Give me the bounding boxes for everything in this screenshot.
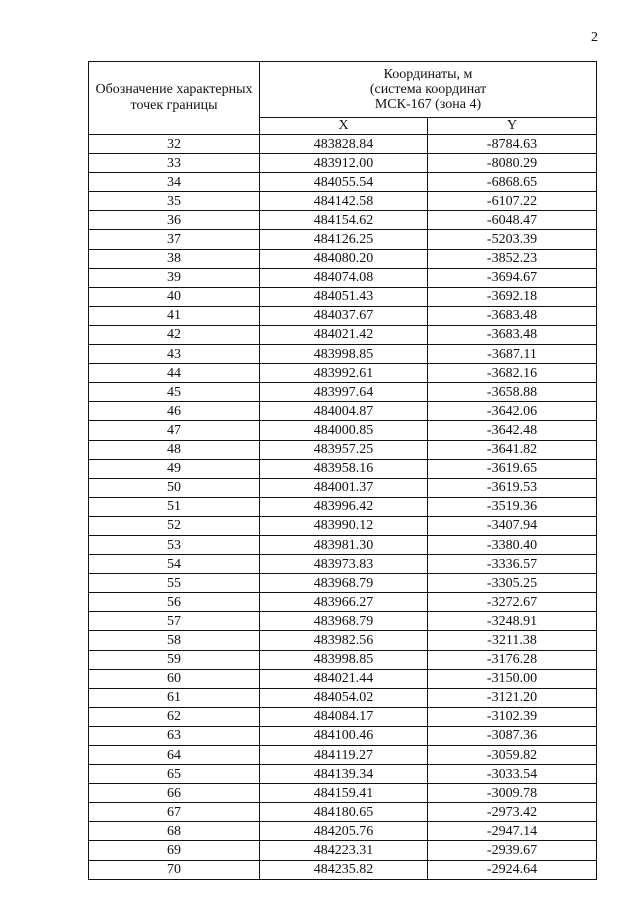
y-coordinate-cell: -3305.25 <box>428 574 597 593</box>
x-coordinate-cell: 483996.42 <box>260 497 428 516</box>
x-coordinate-cell: 483982.56 <box>260 631 428 650</box>
point-id-cell: 42 <box>89 325 260 344</box>
x-coordinate-cell: 483973.83 <box>260 555 428 574</box>
y-coordinate-cell: -3658.88 <box>428 383 597 402</box>
x-coordinate-cell: 484084.17 <box>260 707 428 726</box>
table-row <box>89 230 597 249</box>
y-coordinate-cell: -3619.65 <box>428 459 597 478</box>
boundary-coordinates-table <box>88 61 597 880</box>
x-coordinate-cell: 484021.42 <box>260 325 428 344</box>
x-coordinate-cell: 483998.85 <box>260 650 428 669</box>
point-id-cell: 70 <box>89 860 260 879</box>
table-row <box>89 421 597 440</box>
y-coordinate-cell: -3642.48 <box>428 421 597 440</box>
y-coordinate-cell: -3687.11 <box>428 345 597 364</box>
header-row <box>89 62 597 118</box>
point-id-cell: 43 <box>89 345 260 364</box>
point-id-cell: 47 <box>89 421 260 440</box>
table-row <box>89 383 597 402</box>
y-coordinate-cell: -2939.67 <box>428 841 597 860</box>
y-coordinate-cell: -6868.65 <box>428 173 597 192</box>
x-coordinate-cell: 483968.79 <box>260 574 428 593</box>
coordinates-header-line3: МСК-167 (зона 4) <box>374 96 482 112</box>
point-id-cell: 51 <box>89 497 260 516</box>
page-number: 2 <box>591 30 598 45</box>
y-coordinate-cell: -5203.39 <box>428 230 597 249</box>
x-coordinate-cell: 483992.61 <box>260 364 428 383</box>
y-coordinate-cell: -8080.29 <box>428 154 597 173</box>
table-row <box>89 497 597 516</box>
point-id-cell: 45 <box>89 383 260 402</box>
y-coordinate-cell: -3407.94 <box>428 516 597 535</box>
x-coordinate-cell: 484119.27 <box>260 746 428 765</box>
y-coordinate-cell: -2973.42 <box>428 803 597 822</box>
table-row <box>89 211 597 230</box>
coordinates-header <box>260 62 597 118</box>
y-coordinate-cell: -6107.22 <box>428 192 597 211</box>
y-coordinate-cell: -3519.36 <box>428 497 597 516</box>
point-id-cell: 66 <box>89 784 260 803</box>
point-id-cell: 50 <box>89 478 260 497</box>
point-id-cell: 65 <box>89 765 260 784</box>
table-row <box>89 841 597 860</box>
x-coordinate-cell: 484235.82 <box>260 860 428 879</box>
point-id-cell: 52 <box>89 516 260 535</box>
table-row <box>89 803 597 822</box>
point-id-cell: 37 <box>89 230 260 249</box>
y-coordinate-cell: -3033.54 <box>428 765 597 784</box>
y-coordinate-cell: -3692.18 <box>428 287 597 306</box>
x-coordinate-cell: 484055.54 <box>260 173 428 192</box>
point-id-cell: 33 <box>89 154 260 173</box>
point-id-cell: 44 <box>89 364 260 383</box>
coordinates-header-line2: (система координат <box>369 81 487 97</box>
x-coordinate-cell: 484154.62 <box>260 211 428 230</box>
point-id-cell: 35 <box>89 192 260 211</box>
table-row <box>89 192 597 211</box>
y-coordinate-cell: -3852.23 <box>428 249 597 268</box>
x-coordinate-cell: 484000.85 <box>260 421 428 440</box>
table-row <box>89 555 597 574</box>
x-column-header: X <box>260 117 428 134</box>
x-coordinate-cell: 483998.85 <box>260 345 428 364</box>
y-coordinate-cell: -3682.16 <box>428 364 597 383</box>
point-id-cell: 61 <box>89 688 260 707</box>
table-row <box>89 135 597 154</box>
table-row <box>89 345 597 364</box>
table-row <box>89 707 597 726</box>
y-coordinate-cell: -3683.48 <box>428 325 597 344</box>
x-coordinate-cell: 483997.64 <box>260 383 428 402</box>
y-coordinate-cell: -6048.47 <box>428 211 597 230</box>
x-coordinate-cell: 484080.20 <box>260 249 428 268</box>
x-coordinate-cell: 484074.08 <box>260 268 428 287</box>
point-id-cell: 48 <box>89 440 260 459</box>
point-id-cell: 64 <box>89 746 260 765</box>
x-coordinate-cell: 484037.67 <box>260 306 428 325</box>
point-id-cell: 55 <box>89 574 260 593</box>
x-coordinate-cell: 483981.30 <box>260 535 428 554</box>
x-coordinate-cell: 484100.46 <box>260 726 428 745</box>
point-id-cell: 60 <box>89 669 260 688</box>
y-coordinate-cell: -3211.38 <box>428 631 597 650</box>
table-row <box>89 306 597 325</box>
table-row <box>89 746 597 765</box>
table-row <box>89 765 597 784</box>
table-row <box>89 784 597 803</box>
table-row <box>89 574 597 593</box>
table-row <box>89 440 597 459</box>
table-row <box>89 593 597 612</box>
point-id-cell: 32 <box>89 135 260 154</box>
point-id-cell: 38 <box>89 249 260 268</box>
table-row <box>89 154 597 173</box>
table-row <box>89 364 597 383</box>
x-coordinate-cell: 484180.65 <box>260 803 428 822</box>
table-row <box>89 726 597 745</box>
table-row <box>89 535 597 554</box>
point-id-cell: 39 <box>89 268 260 287</box>
y-coordinate-cell: -3121.20 <box>428 688 597 707</box>
table-row <box>89 822 597 841</box>
y-coordinate-cell: -3009.78 <box>428 784 597 803</box>
x-coordinate-cell: 483966.27 <box>260 593 428 612</box>
x-coordinate-cell: 484021.44 <box>260 669 428 688</box>
x-coordinate-cell: 483828.84 <box>260 135 428 154</box>
x-coordinate-cell: 484054.02 <box>260 688 428 707</box>
point-id-cell: 54 <box>89 555 260 574</box>
y-coordinate-cell: -3336.57 <box>428 555 597 574</box>
x-coordinate-cell: 484004.87 <box>260 402 428 421</box>
point-id-cell: 36 <box>89 211 260 230</box>
y-coordinate-cell: -2947.14 <box>428 822 597 841</box>
table-row <box>89 516 597 535</box>
point-id-cell: 56 <box>89 593 260 612</box>
point-id-cell: 62 <box>89 707 260 726</box>
y-coordinate-cell: -2924.64 <box>428 860 597 879</box>
table-header <box>89 62 597 135</box>
coordinates-header-line1: Координаты, м <box>383 66 473 82</box>
table-row <box>89 249 597 268</box>
point-id-cell: 46 <box>89 402 260 421</box>
point-id-cell: 53 <box>89 535 260 554</box>
y-coordinate-cell: -3619.53 <box>428 478 597 497</box>
x-coordinate-cell: 483912.00 <box>260 154 428 173</box>
table-row <box>89 173 597 192</box>
x-coordinate-cell: 484126.25 <box>260 230 428 249</box>
y-coordinate-cell: -3641.82 <box>428 440 597 459</box>
point-id-cell: 69 <box>89 841 260 860</box>
y-coordinate-cell: -3102.39 <box>428 707 597 726</box>
table-row <box>89 669 597 688</box>
table-row <box>89 612 597 631</box>
y-coordinate-cell: -3272.67 <box>428 593 597 612</box>
y-column-header: Y <box>428 117 597 134</box>
y-coordinate-cell: -3380.40 <box>428 535 597 554</box>
x-coordinate-cell: 484142.58 <box>260 192 428 211</box>
point-id-cell: 59 <box>89 650 260 669</box>
x-coordinate-cell: 483990.12 <box>260 516 428 535</box>
table-row <box>89 287 597 306</box>
x-coordinate-cell: 483957.25 <box>260 440 428 459</box>
y-coordinate-cell: -3087.36 <box>428 726 597 745</box>
point-id-cell: 41 <box>89 306 260 325</box>
y-coordinate-cell: -3059.82 <box>428 746 597 765</box>
table-row <box>89 860 597 879</box>
x-coordinate-cell: 483958.16 <box>260 459 428 478</box>
point-id-cell: 57 <box>89 612 260 631</box>
x-coordinate-cell: 484139.34 <box>260 765 428 784</box>
table-row <box>89 650 597 669</box>
y-coordinate-cell: -3176.28 <box>428 650 597 669</box>
y-coordinate-cell: -8784.63 <box>428 135 597 154</box>
table-row <box>89 268 597 287</box>
point-id-cell: 63 <box>89 726 260 745</box>
point-id-cell: 40 <box>89 287 260 306</box>
y-coordinate-cell: -3683.48 <box>428 306 597 325</box>
y-coordinate-cell: -3694.67 <box>428 268 597 287</box>
point-id-cell: 34 <box>89 173 260 192</box>
x-coordinate-cell: 484159.41 <box>260 784 428 803</box>
table-row <box>89 631 597 650</box>
table-row <box>89 325 597 344</box>
y-coordinate-cell: -3150.00 <box>428 669 597 688</box>
x-coordinate-cell: 483968.79 <box>260 612 428 631</box>
point-id-cell: 68 <box>89 822 260 841</box>
x-coordinate-cell: 484223.31 <box>260 841 428 860</box>
table-body <box>89 135 597 880</box>
point-id-cell: 58 <box>89 631 260 650</box>
table-row <box>89 478 597 497</box>
y-coordinate-cell: -3248.91 <box>428 612 597 631</box>
point-id-cell: 67 <box>89 803 260 822</box>
table-row <box>89 459 597 478</box>
point-label-header: Обозначение характерных точек границы <box>89 62 260 135</box>
y-coordinate-cell: -3642.06 <box>428 402 597 421</box>
x-coordinate-cell: 484205.76 <box>260 822 428 841</box>
point-id-cell: 49 <box>89 459 260 478</box>
x-coordinate-cell: 484051.43 <box>260 287 428 306</box>
table-row <box>89 688 597 707</box>
table-row <box>89 402 597 421</box>
x-coordinate-cell: 484001.37 <box>260 478 428 497</box>
